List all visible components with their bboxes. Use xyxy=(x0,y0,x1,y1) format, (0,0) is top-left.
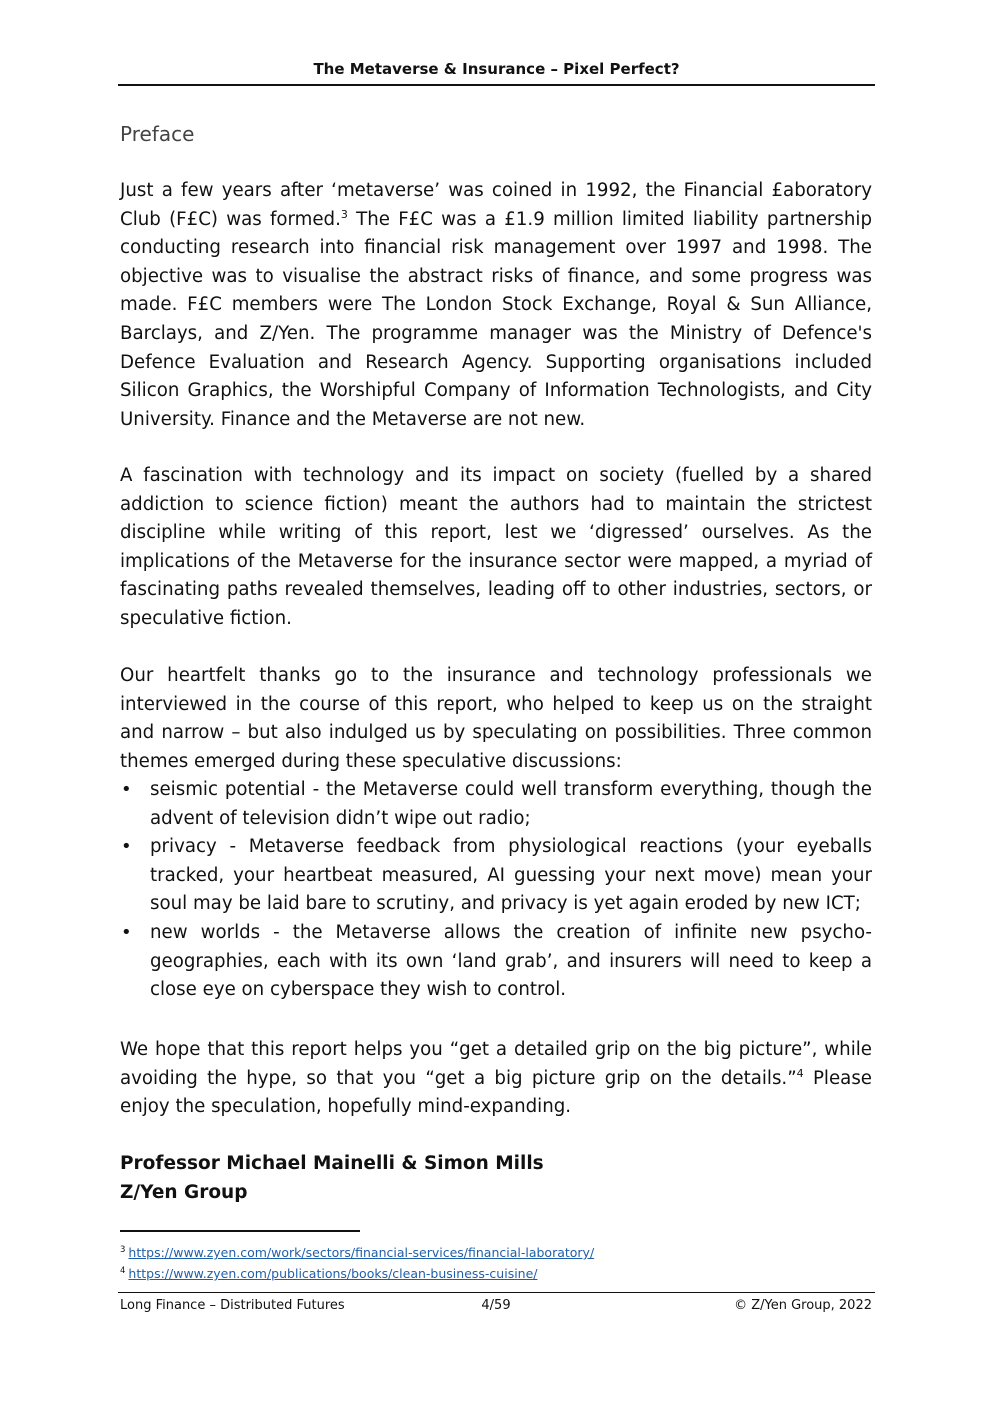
footnote-3 xyxy=(120,1242,594,1263)
footnote-ref-3[interactable]: 3 xyxy=(340,207,348,221)
footnote-number: 3 xyxy=(120,1244,126,1255)
footnote-ref-4[interactable]: 4 xyxy=(796,1066,804,1080)
header-rule xyxy=(118,84,875,86)
bullet-icon: • xyxy=(121,779,132,800)
list-item-text: new worlds - the Metaverse allows the creation of infinite new psycho-geographies, each with its own ‘land grab’, and insurers will need to keep a close eye on cyberspace they wish to control. xyxy=(150,921,872,1001)
themes-list xyxy=(120,776,872,1005)
footnote-separator xyxy=(120,1230,360,1232)
footnote-4 xyxy=(120,1263,594,1284)
list-item-text: seismic potential - the Metaverse could well transform everything, though the advent of television didn’t wipe out radio; xyxy=(150,779,872,829)
paragraph-2: A fascination with technology and its impact on society (fuelled by a shared addiction to science fiction) meant the authors had to maintain the strictest discipline while writing of this report, lest we ‘digressed’ ourselves. As the implications of the Metaverse for the insurance sector were mapped, a myriad of fascinating paths revealed themselves, leading off to other industries, sectors, or speculative fiction. xyxy=(120,465,872,629)
list-item xyxy=(120,776,872,833)
footnotes xyxy=(120,1242,594,1284)
footnote-number: 4 xyxy=(120,1265,126,1276)
signature-block xyxy=(120,1150,544,1207)
footer-copyright: © Z/Yen Group, 2022 xyxy=(734,1298,872,1313)
paragraph-3: Our heartfelt thanks go to the insurance and technology professionals we interviewed in the course of this report, who helped to keep us on the straight and narrow – but also indulged us by speculating on possibilities. Three common themes emerged during these speculative discussions: xyxy=(120,665,872,772)
signature-organisation: Z/Yen Group xyxy=(120,1181,248,1203)
paragraph-4 xyxy=(120,1036,872,1122)
list-item xyxy=(120,833,872,919)
page-number: 4/59 xyxy=(481,1298,511,1313)
paragraph-4-text-a: We hope that this report helps you “get a detailed grip on the big picture”, while avoiding the hype, so that you “get a big picture grip on the details.” xyxy=(120,1039,872,1089)
running-header: The Metaverse & Insurance – Pixel Perfect? xyxy=(313,60,680,78)
list-item xyxy=(120,919,872,1005)
list-item-text: privacy - Metaverse feedback from physiological reactions (your eyeballs tracked, your heartbeat measured, AI guessing your next move) mean your soul may be laid bare to scrutiny, and privacy is yet again eroded by new ICT; xyxy=(150,836,872,915)
signature-authors: Professor Michael Mainelli & Simon Mills xyxy=(120,1153,544,1174)
paragraph-1-text-b: The F£C was a £1.9 million limited liability partnership conducting research into financial risk management over 1997 and 1998. The objective was to visualise the abstract risks of finance, and some progress was made. F£C members were The London Stock Exchange, Royal & Sun Alliance, Barclays, and Z/Yen. The programme manager was the Ministry of Defence's Defence Evaluation and Research Agency. Supporting organisations included Silicon Graphics, the Worshipful Company of Information Technologists, and City University. Finance and the Metaverse are not new. xyxy=(120,208,872,430)
bullet-icon: • xyxy=(121,921,132,943)
paragraph-4-text-b: Please enjoy the speculation, hopefully mind-expanding. xyxy=(120,1067,872,1118)
footer-rule xyxy=(118,1292,875,1293)
footnote-link[interactable]: https://www.zyen.com/work/sectors/financial-services/financial-laboratory/ xyxy=(128,1245,595,1260)
footer-series: Long Finance – Distributed Futures xyxy=(120,1298,345,1313)
bullet-icon: • xyxy=(121,836,132,858)
footnote-link[interactable]: https://www.zyen.com/publications/books/clean-business-cuisine/ xyxy=(128,1266,538,1281)
section-heading: Preface xyxy=(120,122,195,146)
paragraph-1 xyxy=(120,177,872,434)
paragraph-1-text-a: Just a few years after ‘metaverse’ was coined in 1992, the Financial £aboratory Club (F£C) was formed. xyxy=(120,180,872,230)
